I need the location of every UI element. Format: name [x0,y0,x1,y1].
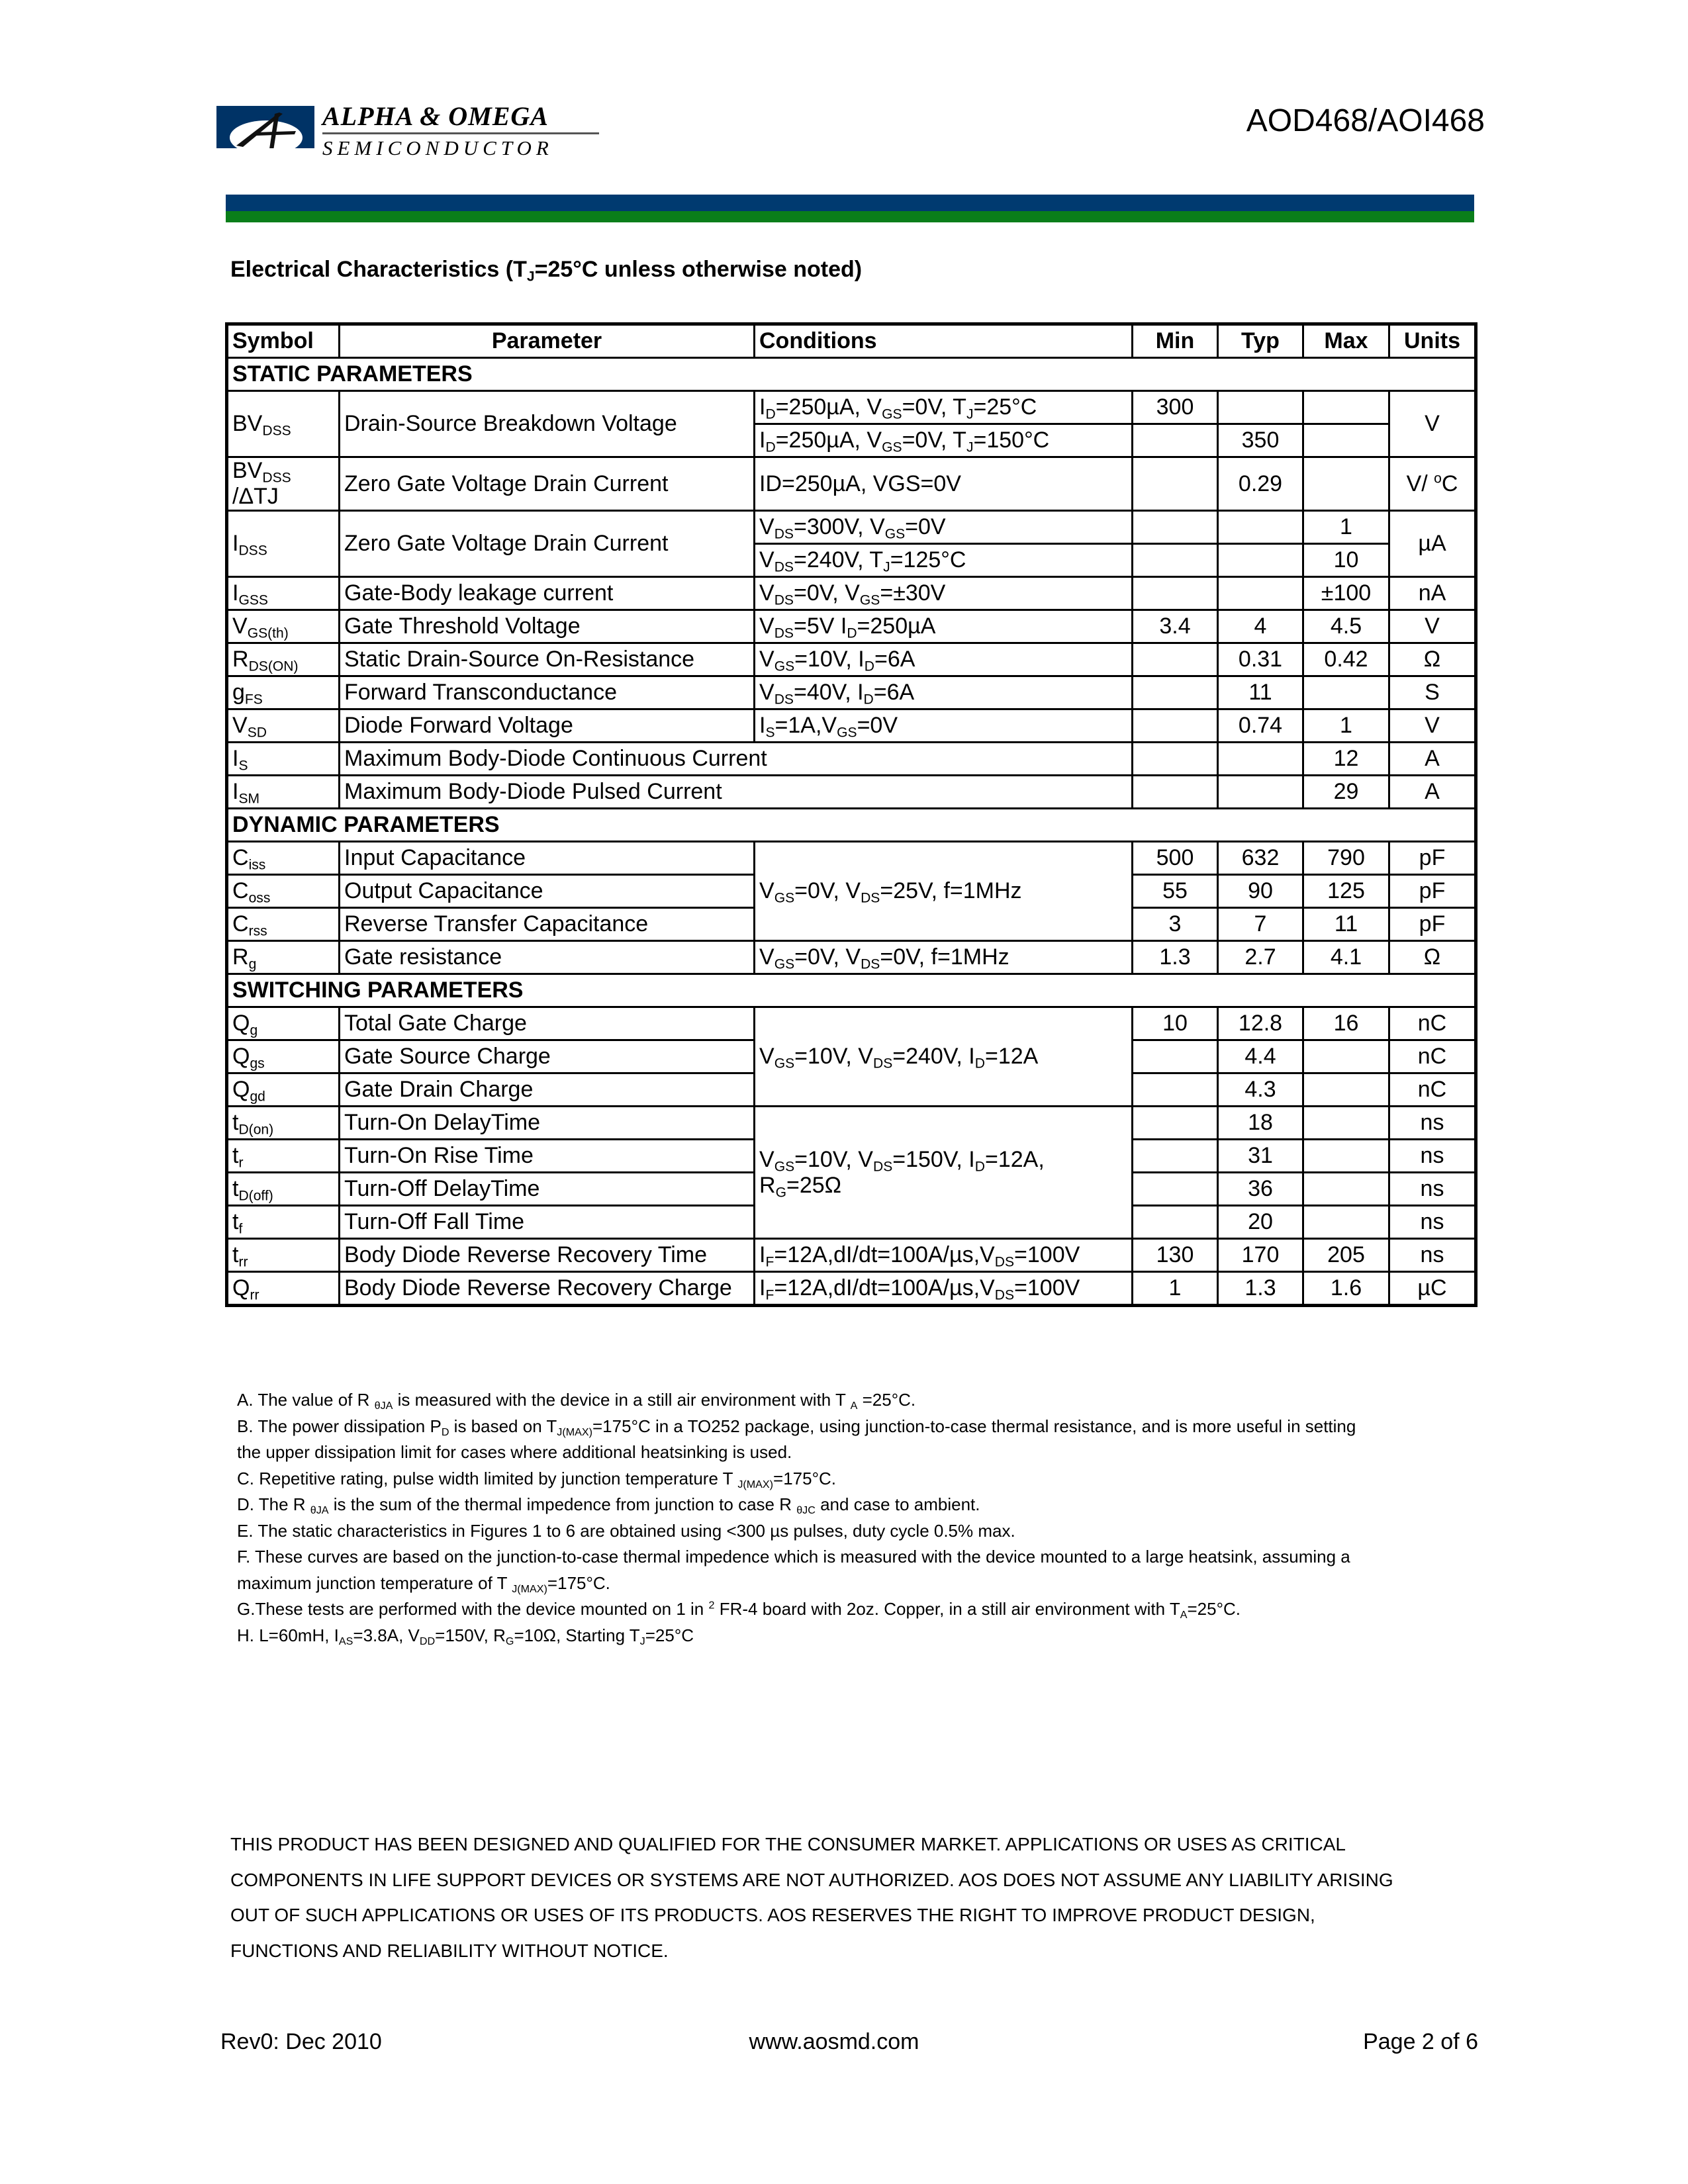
cell-max: 125 [1303,875,1389,908]
cell-max: 12 [1303,743,1389,776]
logo-subtitle: SEMICONDUCTOR [322,136,553,159]
cell-max: 4.1 [1303,941,1389,974]
cell-typ [1218,391,1303,424]
company-logo [216,99,600,179]
cell-typ: 4.4 [1218,1040,1303,1073]
cell-symbol: $V_{SD}$ [227,709,340,743]
cell-parameter: Maximum Body-Diode Pulsed Current [340,776,1133,809]
column-header-symbol: Symbol [227,324,340,358]
cell-max [1303,391,1389,424]
cell-conditions: $V_{DS}=300V$, $V_{GS}=0V$ [755,511,1133,544]
column-header-min: Min [1133,324,1218,358]
cell-typ: 90 [1218,875,1303,908]
table-header-row [227,324,1476,358]
cell-typ: 4.3 [1218,1073,1303,1107]
cell-parameter: Output Capacitance [340,875,755,908]
cell-conditions: $I_F=12A,dI/dt=100A/\mu s,V_{DS}=100V$ [755,1239,1133,1272]
cell-min [1133,511,1218,544]
table-row [227,610,1476,643]
cell-conditions: $V_{DS}=5V$ $I_D=250\mu A$ [755,610,1133,643]
cell-parameter: Forward Transconductance [340,676,755,709]
cell-symbol: $I_{SM}$ [227,776,340,809]
table-row [227,776,1476,809]
cell-parameter: Total Gate Charge [340,1007,755,1040]
cell-units: ns [1389,1140,1476,1173]
footnote: C. Repetitive rating, pulse width limited by junction temperature T $_{J(MAX)}$=175°C. [237,1468,836,1490]
cell-min [1133,1206,1218,1239]
cell-parameter: Body Diode Reverse Recovery Time [340,1239,755,1272]
footnote: E. The static characteristics in Figures 1 to 6 are obtained using <300 µs pulses, duty cycle 0.5% max. [237,1520,1015,1541]
cell-typ: 4 [1218,610,1303,643]
cell-max [1303,1107,1389,1140]
cell-max: 1.6 [1303,1272,1389,1306]
table-row [227,1272,1476,1306]
cell-conditions: $I_F=12A,dI/dt=100A/\mu s,V_{DS}=100V$ [755,1272,1133,1306]
cell-parameter: Gate Threshold Voltage [340,610,755,643]
cell-symbol: $I_{GSS}$ [227,577,340,610]
cell-min: 10 [1133,1007,1218,1040]
cell-parameter: Static Drain-Source On-Resistance [340,643,755,676]
cell-max: 29 [1303,776,1389,809]
cell-max: 205 [1303,1239,1389,1272]
cell-symbol: $t_{D(on)}$ [227,1107,340,1140]
cell-units: ns [1389,1206,1476,1239]
cell-symbol: $Q_{rr}$ [227,1272,340,1306]
cell-typ: 350 [1218,424,1303,457]
cell-typ: 31 [1218,1140,1303,1173]
cell-units: V [1389,709,1476,743]
footnote: H. L=60mH, $I_{AS}=3.8A$, $V_{DD}=150V$, $R_G=10\Omega$, Starting $T_J=25^\circ C$ [237,1625,694,1647]
cell-max: ±100 [1303,577,1389,610]
cell-units: nC [1389,1007,1476,1040]
cell-units: Ω [1389,941,1476,974]
cell-parameter: Turn-On DelayTime [340,1107,755,1140]
logo-mark [216,106,314,148]
cell-typ: 0.29 [1218,457,1303,511]
cell-units: S [1389,676,1476,709]
cell-symbol: $C_{rss}$ [227,908,340,941]
cell-max [1303,1206,1389,1239]
cell-min [1133,1173,1218,1206]
cell-min: 1.3 [1133,941,1218,974]
cell-min [1133,1107,1218,1140]
cell-parameter: Body Diode Reverse Recovery Charge [340,1272,755,1306]
table-row [227,743,1476,776]
cell-min [1133,709,1218,743]
cell-parameter: Gate Source Charge [340,1040,755,1073]
cell-units: pF [1389,908,1476,941]
cell-units: A [1389,743,1476,776]
cell-parameter: Turn-Off Fall Time [340,1206,755,1239]
column-header-parameter: Parameter [340,324,755,358]
cell-typ: 12.8 [1218,1007,1303,1040]
cell-parameter: Maximum Body-Diode Continuous Current [340,743,1133,776]
cell-parameter: Drain-Source Breakdown Voltage [340,391,755,457]
column-header-max: Max [1303,324,1389,358]
cell-min [1133,1040,1218,1073]
cell-max [1303,1173,1389,1206]
table-row [227,676,1476,709]
cell-typ [1218,743,1303,776]
cell-max [1303,676,1389,709]
cell-typ: 18 [1218,1107,1303,1140]
electrical-characteristics-table [225,322,1477,1307]
footnote: G.These tests are performed with the device mounted on 1 in $^2$ FR-4 board with 2oz. Copper, in a still air environment with $T_A=25^\circ C$. [237,1599,1241,1621]
cell-parameter: Gate resistance [340,941,755,974]
cell-conditions: $V_{GS}=0V$, $V_{DS}=25V$, f=1MHz [755,842,1133,941]
cell-typ [1218,776,1303,809]
cell-max: 1 [1303,511,1389,544]
cell-units: nA [1389,577,1476,610]
disclaimer-line: FUNCTIONS AND RELIABILITY WITHOUT NOTICE. [230,1940,669,1961]
cell-conditions: $V_{DS}=0V$, $V_{GS}=\pm 30V$ [755,577,1133,610]
section-row [227,358,1476,391]
cell-symbol: $g_{FS}$ [227,676,340,709]
cell-typ: 0.31 [1218,643,1303,676]
cell-max [1303,1140,1389,1173]
cell-units: V [1389,610,1476,643]
cell-units: pF [1389,842,1476,875]
cell-max [1303,1073,1389,1107]
footnote: D. The R $_{\theta JA}$ is the sum of the thermal impedence from junction to case R $_{\theta JC}$ and case to ambient. [237,1494,980,1516]
disclaimer-line: THIS PRODUCT HAS BEEN DESIGNED AND QUALIFIED FOR THE CONSUMER MARKET. APPLICATIONS OR USES AS CRITICAL [230,1834,1346,1854]
cell-min: 3.4 [1133,610,1218,643]
cell-symbol: $BV_{DSS}$ [227,391,340,457]
section-row [227,974,1476,1007]
footer-website[interactable]: www.aosmd.com [749,2029,919,2054]
cell-parameter: Gate Drain Charge [340,1073,755,1107]
cell-min [1133,544,1218,577]
cell-typ [1218,577,1303,610]
cell-units: ns [1389,1239,1476,1272]
cell-symbol: $I_S$ [227,743,340,776]
table-row [227,842,1476,875]
footnote: F. These curves are based on the junction-to-case thermal impedence which is measured with the device mounted to a large heatsink, assuming a maximum junction temperature of T $_{J(MAX)}$=175°C. [237,1547,1350,1595]
cell-min [1133,743,1218,776]
cell-symbol: $I_{DSS}$ [227,511,340,577]
part-number: AOD468/AOI468 [1246,103,1485,138]
cell-conditions: $V_{GS}=10V$, $I_D=6A$ [755,643,1133,676]
cell-units: Ω [1389,643,1476,676]
section-title: Electrical Characteristics ($T_J=25^\circ C$ unless otherwise noted) [230,257,863,285]
section-heading: STATIC PARAMETERS [227,358,1476,391]
cell-min: 1 [1133,1272,1218,1306]
cell-min [1133,643,1218,676]
cell-min [1133,1140,1218,1173]
cell-min [1133,1073,1218,1107]
footnote: A. The value of R $_{\theta JA}$ is measured with the device in a still air environment with T $_A$ =25°C. [237,1390,916,1412]
cell-symbol: $R_g$ [227,941,340,974]
cell-min: 130 [1133,1239,1218,1272]
column-header-typ: Typ [1218,324,1303,358]
cell-conditions: $V_{DS}=240V$, $T_J=125^\circ C$ [755,544,1133,577]
section-heading: SWITCHING PARAMETERS [227,974,1476,1007]
cell-parameter: Zero Gate Voltage Drain Current [340,511,755,577]
table-row [227,511,1476,544]
footnotes [237,1387,1481,1649]
table-row [227,1007,1476,1040]
cell-max: 0.42 [1303,643,1389,676]
cell-max: 1 [1303,709,1389,743]
cell-units: ns [1389,1107,1476,1140]
table-row [227,1239,1476,1272]
cell-parameter: Diode Forward Voltage [340,709,755,743]
footer-page-number: Page 2 of 6 [1363,2029,1478,2054]
cell-max: 10 [1303,544,1389,577]
cell-symbol: $R_{DS(ON)}$ [227,643,340,676]
cell-symbol: $t_r$ [227,1140,340,1173]
cell-parameter: Zero Gate Voltage Drain Current [340,457,755,511]
cell-parameter: Gate-Body leakage current [340,577,755,610]
cell-parameter: Reverse Transfer Capacitance [340,908,755,941]
cell-symbol: $C_{oss}$ [227,875,340,908]
cell-symbol: $Q_g$ [227,1007,340,1040]
header-bar-green [226,211,1474,222]
header-bar-blue [226,195,1474,211]
table-row [227,457,1476,511]
cell-conditions: $I_S=1A,V_{GS}=0V$ [755,709,1133,743]
cell-typ: 7 [1218,908,1303,941]
footnote: B. The power dissipation $P_D$ is based on $T_{J(MAX)}=175^\circ C$ in a TO252 package, using junction-to-case thermal resistance, and is more useful in setting the upper dissipation limit for cases where additional heatsinking is used. [237,1416,1356,1462]
table-row [227,709,1476,743]
cell-conditions: $I_D=250\mu A$, $V_{GS}=0V$, $T_J=25^\circ C$ [755,391,1133,424]
cell-min [1133,776,1218,809]
cell-max: 4.5 [1303,610,1389,643]
cell-symbol: $t_f$ [227,1206,340,1239]
cell-parameter: Turn-On Rise Time [340,1140,755,1173]
cell-typ: 632 [1218,842,1303,875]
disclaimer [230,1827,1393,1968]
column-header-conditions: Conditions [755,324,1133,358]
disclaimer-line: OUT OF SUCH APPLICATIONS OR USES OF ITS PRODUCTS. AOS RESERVES THE RIGHT TO IMPROVE PRODUCT DESIGN, [230,1905,1315,1925]
cell-symbol: $V_{GS(th)}$ [227,610,340,643]
cell-units: pF [1389,875,1476,908]
cell-symbol: $C_{iss}$ [227,842,340,875]
table-row [227,391,1476,424]
cell-conditions: $V_{GS}=10V$, $V_{DS}=150V$, $I_D=12A$, $R_G=25\Omega$ [755,1107,1133,1239]
cell-units: µA [1389,511,1476,577]
cell-symbol: $Q_{gd}$ [227,1073,340,1107]
cell-symbol: $t_{rr}$ [227,1239,340,1272]
cell-min: 55 [1133,875,1218,908]
section-row [227,809,1476,842]
cell-symbol: $BV_{DSS}$ /ΔTJ [227,457,340,511]
cell-units: ns [1389,1173,1476,1206]
table-row [227,577,1476,610]
table-row [227,1107,1476,1140]
cell-max: 16 [1303,1007,1389,1040]
cell-typ [1218,544,1303,577]
cell-max: 790 [1303,842,1389,875]
cell-min [1133,457,1218,511]
cell-typ: 170 [1218,1239,1303,1272]
cell-min [1133,676,1218,709]
cell-symbol: $t_{D(off)}$ [227,1173,340,1206]
cell-parameter: Turn-Off DelayTime [340,1173,755,1206]
cell-max [1303,1040,1389,1073]
cell-conditions: $V_{GS}=10V$, $V_{DS}=240V$, $I_D=12A$ [755,1007,1133,1107]
cell-units: V [1389,391,1476,457]
cell-min [1133,577,1218,610]
cell-min [1133,424,1218,457]
cell-conditions: ID=250µA, VGS=0V [755,457,1133,511]
section-heading: DYNAMIC PARAMETERS [227,809,1476,842]
cell-conditions: $V_{GS}=0V$, $V_{DS}=0V$, f=1MHz [755,941,1133,974]
cell-min: 500 [1133,842,1218,875]
cell-max: 11 [1303,908,1389,941]
table-row [227,643,1476,676]
cell-units: nC [1389,1040,1476,1073]
table-row [227,941,1476,974]
logo-name: ALPHA & OMEGA [322,101,549,131]
disclaimer-line: COMPONENTS IN LIFE SUPPORT DEVICES OR SYSTEMS ARE NOT AUTHORIZED. AOS DOES NOT ASSUME ANY LIABILITY ARISING [230,1869,1393,1890]
cell-typ: 11 [1218,676,1303,709]
cell-typ: 20 [1218,1206,1303,1239]
cell-units: µC [1389,1272,1476,1306]
cell-typ: 1.3 [1218,1272,1303,1306]
cell-typ: 2.7 [1218,941,1303,974]
cell-min: 300 [1133,391,1218,424]
cell-max [1303,457,1389,511]
cell-min: 3 [1133,908,1218,941]
cell-conditions: $I_D=250\mu A$, $V_{GS}=0V$, $T_J=150^\circ C$ [755,424,1133,457]
cell-conditions: $V_{DS}=40V$, $I_D=6A$ [755,676,1133,709]
footer-revision: Rev0: Dec 2010 [220,2029,382,2054]
cell-typ: 0.74 [1218,709,1303,743]
cell-units: V/ $^o$C [1389,457,1476,511]
cell-max [1303,424,1389,457]
cell-typ: 36 [1218,1173,1303,1206]
cell-units: nC [1389,1073,1476,1107]
cell-units: A [1389,776,1476,809]
cell-typ [1218,511,1303,544]
cell-symbol: $Q_{gs}$ [227,1040,340,1073]
cell-parameter: Input Capacitance [340,842,755,875]
column-header-units: Units [1389,324,1476,358]
